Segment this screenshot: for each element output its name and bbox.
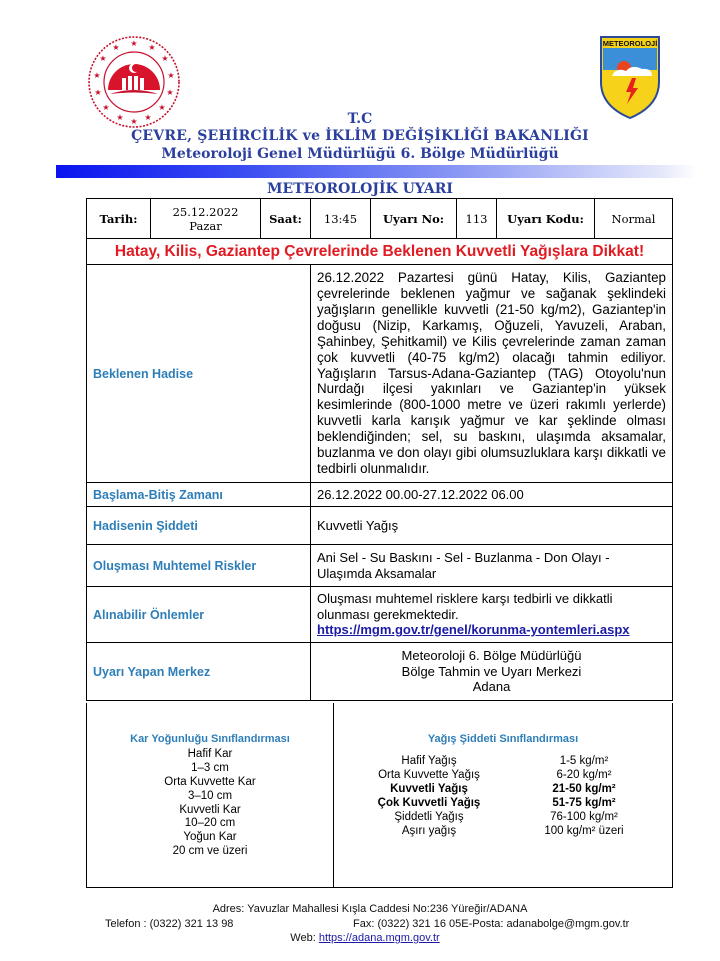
snow-line: 20 cm ve üzeri xyxy=(172,845,248,858)
rain-name: Orta Kuvvette Yağış xyxy=(378,768,480,781)
rain-name: Hafif Yağış xyxy=(401,755,457,767)
day-value: Pazar xyxy=(189,218,222,233)
svg-text:★: ★ xyxy=(148,43,156,52)
footer-phone: Telefon : (0322) 321 13 98 xyxy=(105,918,234,930)
warning-code-value: Normal xyxy=(595,199,673,239)
expected-event-row xyxy=(87,265,673,483)
svg-text:★: ★ xyxy=(158,103,166,112)
severity-value: Kuvvetli Yağış xyxy=(311,507,673,545)
precautions-value: Oluşması muhtemel risklere karşı tedbirli ve dikkatli olunması gerekmektedir. xyxy=(317,591,613,622)
snow-line: Kuvvetli Kar xyxy=(179,803,241,816)
rain-row xyxy=(334,755,672,769)
snow-line: 3–10 cm xyxy=(187,789,233,802)
start-end-label: Başlama-Bitiş Zamanı xyxy=(87,483,311,507)
rain-value: 6-20 kg/m² xyxy=(556,768,612,781)
risks-row xyxy=(87,545,673,587)
issuer-line-2: Bölge Tahmin ve Uyarı Merkezi xyxy=(401,663,582,679)
meteoroloji-logo xyxy=(598,34,662,120)
rain-name: Kuvvetli Yağış xyxy=(390,782,468,795)
footer-web-link[interactable]: https://adana.mgm.gov.tr xyxy=(318,932,440,944)
rain-value: 1-5 kg/m² xyxy=(559,755,609,767)
snow-classification xyxy=(87,703,334,887)
rain-row xyxy=(334,769,672,783)
info-row xyxy=(87,199,673,239)
rain-name: Şiddetli Yağış xyxy=(394,810,464,823)
snow-line: Hafif Kar xyxy=(187,747,233,760)
footer-web-label: Web: xyxy=(290,932,319,944)
expected-event-label: Beklenen Hadise xyxy=(87,265,311,483)
rain-classification xyxy=(334,703,672,887)
warning-table xyxy=(86,198,673,701)
svg-text:★: ★ xyxy=(99,54,107,63)
snow-line: 10–20 cm xyxy=(184,817,236,830)
warning-code-label: Uyarı Kodu: xyxy=(497,199,595,239)
svg-text:★: ★ xyxy=(161,54,169,63)
time-label: Saat: xyxy=(261,199,311,239)
rain-value: 76-100 kg/m² xyxy=(550,810,618,823)
date-label: Tarih: xyxy=(87,199,151,239)
footer-web xyxy=(0,932,720,944)
header-department: Meteoroloji Genel Müdürlüğü 6. Bölge Müdürlüğü xyxy=(161,146,559,162)
svg-text:★: ★ xyxy=(116,113,124,122)
svg-text:★: ★ xyxy=(144,113,152,122)
rain-value: 100 kg/m² üzeri xyxy=(544,824,624,837)
alert-row xyxy=(87,239,673,265)
risks-label: Oluşması Muhtemel Riskler xyxy=(87,545,311,587)
warning-no-label: Uyarı No: xyxy=(371,199,457,239)
svg-text:★: ★ xyxy=(130,117,138,126)
rain-row xyxy=(334,825,672,839)
rain-name: Aşırı yağış xyxy=(401,824,457,837)
svg-text:★: ★ xyxy=(94,88,102,97)
svg-text:METEOROLOJİ: METEOROLOJİ xyxy=(602,39,658,48)
rain-row xyxy=(334,797,672,811)
issuer-line-3: Adana xyxy=(472,679,511,695)
precautions-row xyxy=(87,587,673,643)
classification-box xyxy=(86,703,673,888)
svg-text:★: ★ xyxy=(167,71,175,80)
rain-row xyxy=(334,783,672,797)
snow-classification-title: Kar Yoğunluğu Sınıflandırması xyxy=(130,733,290,745)
snow-line: 1–3 cm xyxy=(191,761,229,774)
document-title: METEOROLOJİK UYARI xyxy=(267,181,453,197)
time-value: 13:45 xyxy=(311,199,371,239)
alert-headline: Hatay, Kilis, Gaziantep Çevrelerinde Beklenen Kuvvetli Yağışlara Dikkat! xyxy=(87,239,673,265)
header-ministry: ÇEVRE, ŞEHİRCİLİK ve İKLİM DEĞİŞİKLİĞİ BAKANLIĞI xyxy=(131,128,589,144)
protection-methods-link[interactable]: https://mgm.gov.tr/genel/korunma-yontemleri.aspx xyxy=(317,622,630,638)
warning-no-value: 113 xyxy=(457,199,497,239)
svg-text:★: ★ xyxy=(130,39,138,48)
precautions-label: Alınabilir Önlemler xyxy=(87,587,311,643)
issuer-cell xyxy=(311,643,673,701)
rain-classification-title: Yağış Şiddeti Sınıflandırması xyxy=(427,733,579,745)
svg-text:★: ★ xyxy=(112,43,120,52)
svg-text:★: ★ xyxy=(166,88,174,97)
svg-text:★: ★ xyxy=(102,103,110,112)
issuer-row xyxy=(87,643,673,701)
severity-row xyxy=(87,507,673,545)
precautions-cell xyxy=(311,587,673,643)
risks-value: Ani Sel - Su Baskını - Sel - Buzlanma - Don Olayı - Ulaşımda Aksamalar xyxy=(311,545,673,587)
footer-address: Adres: Yavuzlar Mahallesi Kışla Caddesi No:236 Yüreğir/ADANA xyxy=(212,903,528,915)
date-value: 25.12.2022 xyxy=(172,204,239,219)
header-country: T.C xyxy=(347,111,373,127)
issuer-line-1: Meteoroloji 6. Bölge Müdürlüğü xyxy=(401,648,582,664)
expected-event-value: 26.12.2022 Pazartesi günü Hatay, Kilis, Gaziantep çevrelerinde beklenen yağmur ve sağanak şeklindeki yağışların genellikle kuvvetli (21-50 kg/m2), Gaziantep'in doğusu (Nizip, Karkamış, Oğuzeli, Yavuzeli, Araban, Şahinbey, Şehitkamil) ve Kilis çevrelerinde zaman zaman çok kuvvetli (40-75 kg/m2) olacağı tahmin ediliyor. Yağışların Tarsus-Adana-Gaziantep (TAG) Otoyolu'nun Nurdağı ilçesi yakınları ve Gaziantep'in yüksek kesimlerinde (800-1000 metre ve üzeri rakımlı yerlerde) kuvvetli karla karışık yağmur ve kar şeklinde olması beklendiğinden; sel, su baskını, ulaşımda aksamalar, buzlanma ve don olayı gibi olumsuzluklara karşı dikkatli ve tedbirli olunmalıdır. xyxy=(311,265,673,483)
rain-row xyxy=(334,811,672,825)
issuer-label: Uyarı Yapan Merkez xyxy=(87,643,311,701)
meteoroloji-shield-icon xyxy=(598,34,662,120)
snow-line: Yoğun Kar xyxy=(183,831,237,844)
rain-value: 51-75 kg/m² xyxy=(552,796,616,809)
rain-name: Çok Kuvvetli Yağış xyxy=(377,796,481,809)
severity-label: Hadisenin Şiddeti xyxy=(87,507,311,545)
gradient-divider xyxy=(56,165,696,178)
snow-line: Orta Kuvvette Kar xyxy=(164,775,256,788)
footer-fax-email: Fax: (0322) 321 16 05E-Posta: adanabolge@mgm.gov.tr xyxy=(353,918,630,930)
start-end-value: 26.12.2022 00.00-27.12.2022 06.00 xyxy=(311,483,673,507)
date-cell xyxy=(151,199,261,239)
start-end-row xyxy=(87,483,673,507)
svg-text:★: ★ xyxy=(93,71,101,80)
rain-value: 21-50 kg/m² xyxy=(552,782,616,795)
